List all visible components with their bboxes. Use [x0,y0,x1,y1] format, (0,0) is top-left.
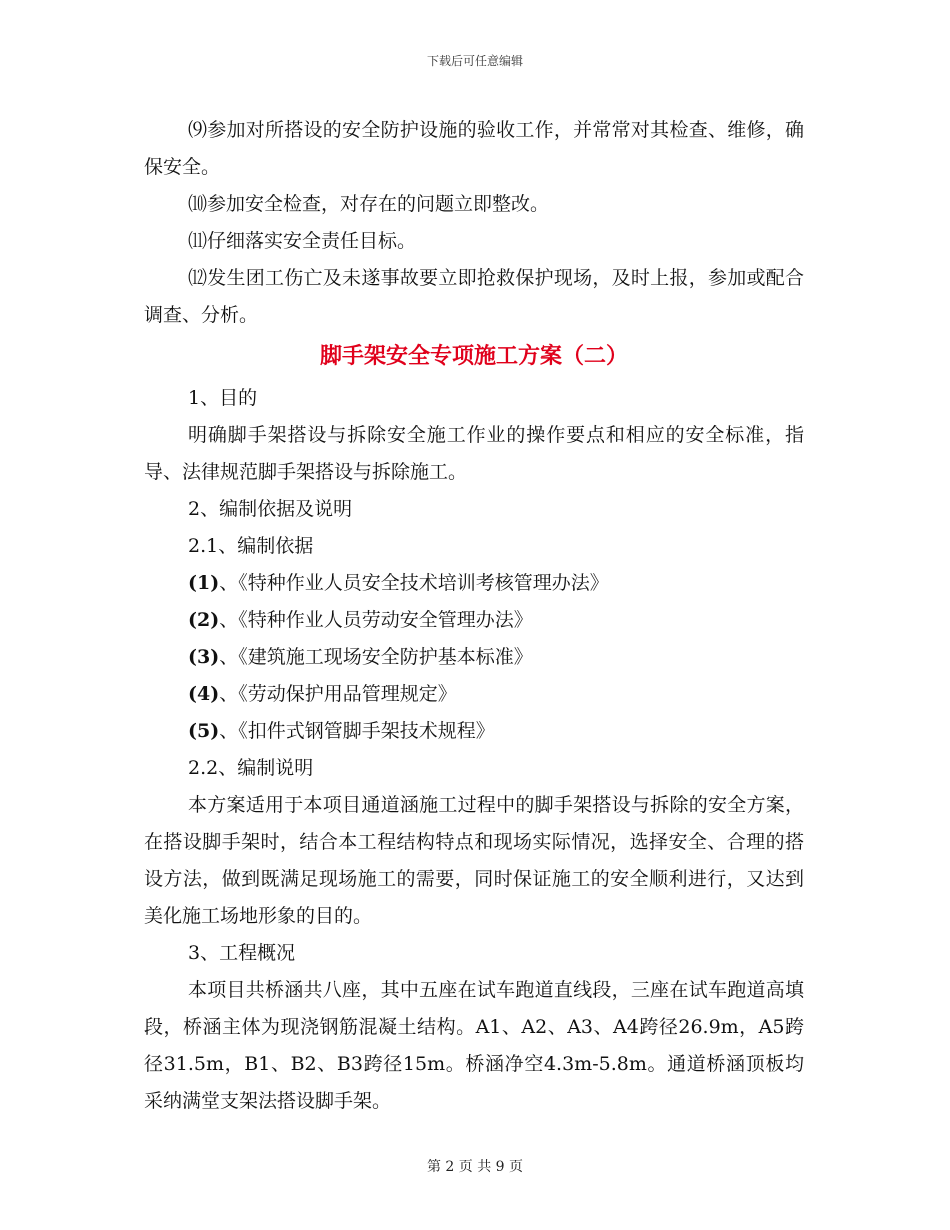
reference-number: (1) [188,572,220,594]
subheading-explanation: 2.2、编制说明 [188,757,314,779]
paragraph-overview: 本项目共桥涵共八座，其中五座在试车跑道直线段，三座在试车跑道高填段，桥涵主体为现浇钢筋混凝土结构。A1、A2、A3、A4跨径26.9m，A5跨径31.5m，B1、B2、B3跨径15m。桥涵净空4.3m-5.8m。通道桥涵顶板均采纳满堂支架法搭设脚手架。 [144,979,804,1112]
reference-text: 、《特种作业人员劳动安全管理办法》 [219,609,533,631]
document-body [144,112,804,1120]
paragraph-item-11: ⑾仔细落实安全责任目标。 [188,230,417,252]
reference-text: 、《扣件式钢管脚手架技术规程》 [219,720,495,742]
reference-item-1 [144,565,804,602]
reference-number: (4) [188,683,220,705]
paragraph-purpose: 明确脚手架搭设与拆除安全施工作业的操作要点和相应的安全标准，指导、法律规范脚手架搭设与拆除施工。 [144,424,804,483]
reference-item-2 [144,602,804,639]
reference-text: 、《劳动保护用品管理规定》 [219,683,457,705]
subheading-basis: 2.1、编制依据 [188,535,314,557]
reference-text: 、《建筑施工现场安全防护基本标准》 [219,646,533,668]
reference-item-5 [144,713,804,750]
reference-item-3 [144,639,804,676]
heading-purpose: 1、目的 [188,387,258,409]
paragraph-item-10: ⑽参加安全检查，对存在的问题立即整改。 [188,193,550,215]
page-header: 下载后可任意编辑 [426,54,523,68]
reference-text: 、《特种作业人员安全技术培训考核管理办法》 [219,572,609,594]
reference-number: (2) [188,609,220,631]
paragraph-item-9: ⑼参加对所搭设的安全防护设施的验收工作，并常常对其检查、维修，确保安全。 [144,119,804,178]
heading-overview: 3、工程概况 [188,942,296,964]
heading-basis: 2、编制依据及说明 [188,498,353,520]
reference-number: (3) [188,646,220,668]
page-footer: 第 2 页 共 9 页 [426,1159,524,1175]
paragraph-item-12: ⑿发生团工伤亡及未遂事故要立即抢救保护现场，及时上报，参加或配合调查、分析。 [144,267,804,326]
section-title: 脚手架安全专项施工方案（二） [319,344,628,369]
reference-item-4 [144,676,804,713]
paragraph-explanation: 本方案适用于本项目通道涵施工过程中的脚手架搭设与拆除的安全方案，在搭设脚手架时，结合本工程结构特点和现场实际情况，选择安全、合理的搭设方法，做到既满足现场施工的需要，同时保证施工的安全顺利进行，又达到美化施工场地形象的目的。 [144,794,804,927]
reference-number: (5) [188,720,220,742]
